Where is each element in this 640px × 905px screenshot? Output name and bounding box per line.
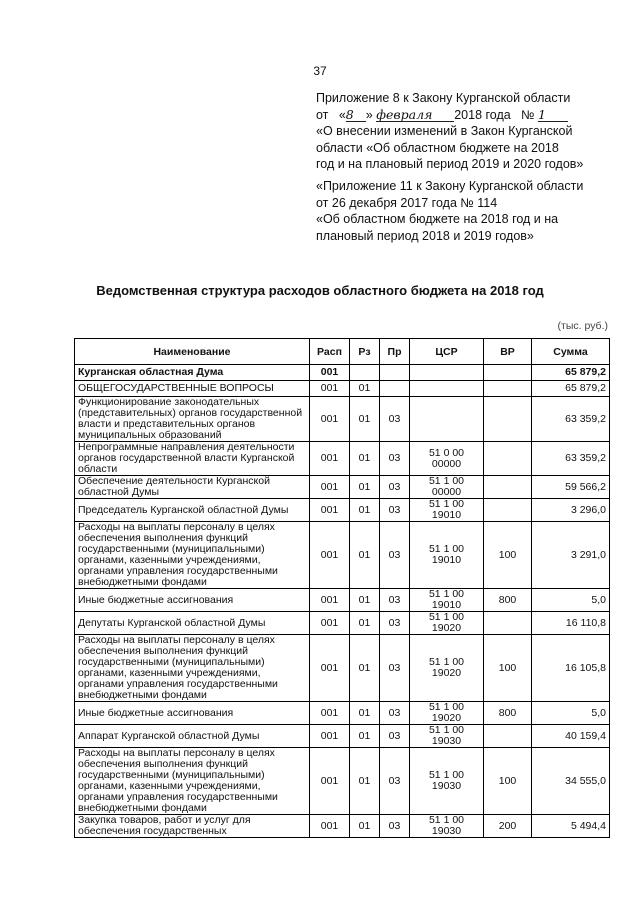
cell-csr: 51 1 00 19010 — [410, 589, 484, 612]
cell-pr: 03 — [380, 499, 410, 522]
annex2-line2: от 26 декабря 2017 года № 114 — [316, 195, 498, 210]
annex-header-original — [316, 178, 596, 244]
table-row — [75, 589, 610, 612]
cell-csr: 51 1 00 19020 — [410, 635, 484, 702]
annex1-date-prefix: от — [316, 107, 329, 122]
annex-header-amendment — [316, 90, 596, 173]
cell-pr: 03 — [380, 725, 410, 748]
cell-csr: 51 1 00 19030 — [410, 725, 484, 748]
cell-rz: 01 — [350, 499, 380, 522]
cell-vr — [484, 476, 532, 499]
cell-rasp: 001 — [310, 522, 350, 589]
document-title: Ведомственная структура расходов областного бюджета на 2018 год — [96, 283, 544, 298]
cell-rasp: 001 — [310, 589, 350, 612]
cell-vr — [484, 612, 532, 635]
cell-csr — [410, 397, 484, 442]
cell-csr: 51 1 00 19020 — [410, 612, 484, 635]
units-label: (тыс. руб.) — [557, 320, 608, 332]
cell-rz: 01 — [350, 397, 380, 442]
cell-csr: 51 1 00 19030 — [410, 748, 484, 815]
cell-rasp: 001 — [310, 499, 350, 522]
cell-rasp: 001 — [310, 725, 350, 748]
cell-name: Расходы на выплаты персоналу в целях обеспечения выполнения функций государственными (муниципальными) органами, казенными учреждениями, органами управления государственными внебюджетными фондами — [75, 522, 310, 589]
cell-name: Аппарат Курганской областной Думы — [75, 725, 310, 748]
cell-csr: 51 1 00 19020 — [410, 702, 484, 725]
cell-pr: 03 — [380, 635, 410, 702]
cell-name: Курганская областная Дума — [75, 365, 310, 381]
table-row — [75, 476, 610, 499]
header-rz: Рз — [350, 339, 380, 365]
annex1-number-sign: № — [521, 107, 535, 122]
table-row — [75, 522, 610, 589]
page-number: 37 — [313, 64, 327, 78]
table-row — [75, 748, 610, 815]
cell-pr: 03 — [380, 748, 410, 815]
cell-rasp: 001 — [310, 635, 350, 702]
budget-table — [74, 338, 610, 838]
cell-csr — [410, 365, 484, 381]
cell-vr — [484, 499, 532, 522]
cell-vr — [484, 381, 532, 397]
annex1-quote-open: « — [338, 107, 346, 122]
cell-rasp: 001 — [310, 442, 350, 476]
header-vr: ВР — [484, 339, 532, 365]
cell-pr — [380, 365, 410, 381]
cell-vr — [484, 442, 532, 476]
annex1-line1: Приложение 8 к Закону Курганской области — [316, 91, 571, 105]
cell-sum: 3 296,0 — [532, 499, 610, 522]
cell-rz: 01 — [350, 725, 380, 748]
table-row — [75, 381, 610, 397]
cell-sum: 16 105,8 — [532, 635, 610, 702]
cell-rasp: 001 — [310, 365, 350, 381]
annex2-line4: плановый период 2018 и 2019 годов» — [316, 228, 534, 243]
cell-vr: 200 — [484, 815, 532, 838]
cell-csr: 51 1 00 19010 — [410, 522, 484, 589]
cell-csr: 51 1 00 19030 — [410, 815, 484, 838]
cell-sum: 5,0 — [532, 589, 610, 612]
table-body — [75, 365, 610, 838]
cell-sum: 5,0 — [532, 702, 610, 725]
cell-pr: 03 — [380, 522, 410, 589]
header-name: Наименование — [75, 339, 310, 365]
table-row — [75, 635, 610, 702]
cell-name: Обеспечение деятельности Курганской областной Думы — [75, 476, 310, 499]
cell-sum: 65 879,2 — [532, 365, 610, 381]
cell-rasp: 001 — [310, 476, 350, 499]
cell-name: Расходы на выплаты персоналу в целях обеспечения выполнения функций государственными (муниципальными) органами, казенными учреждениями, органами управления государственными внебюджетными фондами — [75, 748, 310, 815]
cell-rasp: 001 — [310, 815, 350, 838]
cell-csr: 51 0 00 00000 — [410, 442, 484, 476]
cell-name: Непрограммные направления деятельности органов государственной власти Курганской области — [75, 442, 310, 476]
cell-csr — [410, 381, 484, 397]
cell-sum: 63 359,2 — [532, 442, 610, 476]
table-header-row — [75, 339, 610, 365]
cell-vr: 100 — [484, 748, 532, 815]
annex1-line4: области «Об областном бюджете на 2018 — [316, 140, 559, 155]
cell-vr: 800 — [484, 589, 532, 612]
cell-sum: 16 110,8 — [532, 612, 610, 635]
cell-rasp: 001 — [310, 397, 350, 442]
cell-sum: 59 566,2 — [532, 476, 610, 499]
cell-rz: 01 — [350, 442, 380, 476]
cell-name: Закупка товаров, работ и услуг для обеспечения государственных — [75, 815, 310, 838]
cell-name: Иные бюджетные ассигнования — [75, 702, 310, 725]
cell-pr: 03 — [380, 612, 410, 635]
header-pr: Пр — [380, 339, 410, 365]
cell-rz: 01 — [350, 748, 380, 815]
cell-vr: 100 — [484, 522, 532, 589]
cell-csr: 51 1 00 19010 — [410, 499, 484, 522]
table-row — [75, 365, 610, 381]
cell-rasp: 001 — [310, 748, 350, 815]
cell-rz: 01 — [350, 522, 380, 589]
cell-rz: 01 — [350, 381, 380, 397]
cell-vr — [484, 397, 532, 442]
cell-rz: 01 — [350, 635, 380, 702]
cell-rasp: 001 — [310, 612, 350, 635]
header-csr: ЦСР — [410, 339, 484, 365]
handwritten-number: 1 — [538, 108, 568, 122]
annex1-line3: «О внесении изменений в Закон Курганской — [316, 124, 573, 138]
cell-pr: 03 — [380, 476, 410, 499]
cell-pr: 03 — [380, 442, 410, 476]
handwritten-month: февраля — [376, 108, 454, 122]
cell-name: Иные бюджетные ассигнования — [75, 589, 310, 612]
annex2-line3: «Об областном бюджете на 2018 год и на — [316, 212, 559, 226]
cell-rz: 01 — [350, 589, 380, 612]
table-row — [75, 499, 610, 522]
cell-rasp: 001 — [310, 702, 350, 725]
annex1-year: 2018 года — [454, 107, 511, 122]
annex1-quote-close: » — [365, 107, 373, 122]
header-rasp: Расп — [310, 339, 350, 365]
annex1-date-line — [316, 107, 596, 124]
table-row — [75, 815, 610, 838]
cell-name: Депутаты Курганской областной Думы — [75, 612, 310, 635]
cell-pr: 03 — [380, 397, 410, 442]
cell-sum: 63 359,2 — [532, 397, 610, 442]
annex1-line5: год и на плановый период 2019 и 2020 годов» — [316, 157, 584, 171]
cell-rz: 01 — [350, 612, 380, 635]
cell-name: Расходы на выплаты персоналу в целях обеспечения выполнения функций государственными (муниципальными) органами, казенными учреждениями, органами управления государственными внебюджетными фондами — [75, 635, 310, 702]
cell-pr: 03 — [380, 815, 410, 838]
cell-rz — [350, 365, 380, 381]
cell-vr — [484, 725, 532, 748]
cell-name: Функционирование законодательных (представительных) органов государственной власти и представительных органов муниципальных образований — [75, 397, 310, 442]
cell-vr: 800 — [484, 702, 532, 725]
cell-sum: 40 159,4 — [532, 725, 610, 748]
cell-rasp: 001 — [310, 381, 350, 397]
table-row — [75, 702, 610, 725]
cell-sum: 3 291,0 — [532, 522, 610, 589]
cell-name: Председатель Курганской областной Думы — [75, 499, 310, 522]
cell-pr — [380, 381, 410, 397]
cell-pr: 03 — [380, 702, 410, 725]
cell-rz: 01 — [350, 702, 380, 725]
table-row — [75, 397, 610, 442]
annex2-line1: «Приложение 11 к Закону Курганской области — [316, 179, 584, 193]
cell-name: ОБЩЕГОСУДАРСТВЕННЫЕ ВОПРОСЫ — [75, 381, 310, 397]
handwritten-day: 8 — [346, 108, 366, 122]
table-row — [75, 612, 610, 635]
table-row — [75, 442, 610, 476]
cell-pr: 03 — [380, 589, 410, 612]
header-sum: Сумма — [532, 339, 610, 365]
cell-sum: 5 494,4 — [532, 815, 610, 838]
cell-sum: 65 879,2 — [532, 381, 610, 397]
cell-vr: 100 — [484, 635, 532, 702]
cell-vr — [484, 365, 532, 381]
cell-csr: 51 1 00 00000 — [410, 476, 484, 499]
cell-rz: 01 — [350, 476, 380, 499]
cell-sum: 34 555,0 — [532, 748, 610, 815]
cell-rz: 01 — [350, 815, 380, 838]
table-row — [75, 725, 610, 748]
